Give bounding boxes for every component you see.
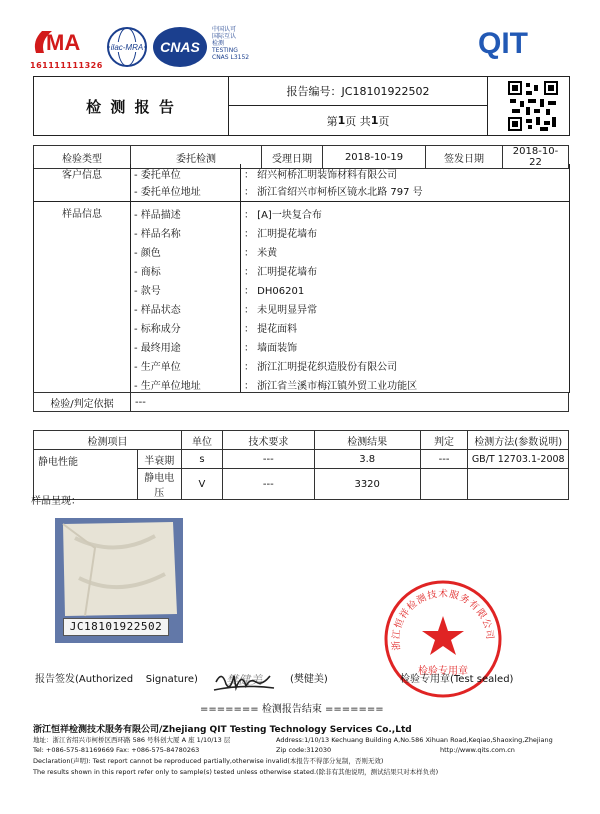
footer-web[interactable]: http://www.qits.com.cn <box>440 746 515 754</box>
report-number: 报告编号：JC18101922502 <box>229 77 487 106</box>
qr-code-icon <box>508 81 558 131</box>
basis-value: --- <box>131 393 569 412</box>
seal-label: 检验专用章(Test sealed) <box>400 674 514 685</box>
report-end: ======= 检测报告结束 ======= <box>200 704 384 715</box>
svg-text:CNAS: CNAS <box>160 39 200 55</box>
svg-text:QIT: QIT <box>478 27 528 60</box>
footer-address-cn: 地址：浙江省绍兴市柯桥区西环路 586 号科创大厦 A 座 1/10/13 层 <box>33 736 231 744</box>
sample-rows <box>134 204 564 394</box>
sample-row: - 最终用途 ： 墙面装饰 <box>134 343 298 354</box>
label-column <box>34 164 131 392</box>
client-value: ： 浙江省绍兴市柯桥区镜水北路 797 号 <box>244 187 423 198</box>
client-key: - 委托单位 <box>134 170 181 181</box>
ma-number: 161111111326 <box>30 61 103 70</box>
col-unit: 单位 <box>181 431 222 450</box>
sample-row: - 样品状态 ： 未见明显异常 <box>134 305 318 316</box>
svg-text:浙江恒祥检测技术服务有限公司: 浙江恒祥检测技术服务有限公司 <box>390 588 496 651</box>
footer-zip: Zip code:312030 <box>276 746 332 754</box>
svg-text:检验专用章: 检验专用章 <box>418 666 468 677</box>
method: GB/T 12703.1-2008 <box>468 450 569 469</box>
client-row <box>134 182 564 199</box>
basis-label: 检验/判定依据 <box>34 393 131 412</box>
footer-company: 浙江恒祥检测技术服务有限公司/Zhejiang QIT Testing Technology Services Co.,Ltd <box>33 725 412 735</box>
ma-logo <box>30 25 103 70</box>
col-item: 检测项目 <box>34 431 182 450</box>
basis-row <box>34 393 569 412</box>
footer-address-en: Address:1/10/13 Kechuang Building A,No.586 Xihuan Road,Keqiao,Shaoxing,Zhejiang <box>276 736 553 744</box>
client-value: ： 绍兴柯桥汇明装饰材料有限公司 <box>244 170 398 181</box>
title-cell <box>34 77 229 135</box>
method <box>468 469 569 500</box>
cnas-logo <box>152 26 208 68</box>
cnas-number: CNAS L3152 <box>212 54 250 61</box>
unit: s <box>181 450 222 469</box>
ilac-mra-logo <box>106 26 148 68</box>
item-name: 静电性能 <box>34 450 138 500</box>
basis-table <box>33 392 569 412</box>
sub-item: 静电电压 <box>137 469 181 500</box>
page-total: 1 <box>370 114 379 127</box>
client-divider <box>34 201 569 202</box>
signer-name: (樊健美) <box>290 674 328 685</box>
result-value: 3.8 <box>314 450 420 469</box>
type-value: 委托检测 <box>131 146 262 169</box>
issue-value: 2018-10-22 <box>503 146 569 169</box>
sample-label: 样品信息 <box>62 209 102 220</box>
cnas-caption <box>212 26 272 61</box>
cnas-testing-text: TESTING <box>212 47 238 54</box>
client-key: - 委托单位地址 <box>134 187 201 198</box>
issue-label: 签发日期 <box>426 146 503 169</box>
sample-tag: JC18101922502 <box>63 618 169 636</box>
signature-handwriting <box>212 664 276 694</box>
result-value: 3320 <box>314 469 420 500</box>
requirement: --- <box>222 450 314 469</box>
judgement <box>420 469 468 500</box>
sample-row: - 生产单位 ： 浙江汇明提花织造股份有限公司 <box>134 362 398 373</box>
sample-row: - 商标 ： 汇明提花墙布 <box>134 267 318 278</box>
sample-photo <box>55 518 183 643</box>
page-indicator: 第 1 页 共 1 页 <box>326 114 390 128</box>
col-method: 检测方法(参数说明) <box>468 431 569 450</box>
page-current: 1 <box>337 114 346 127</box>
recv-value: 2018-10-19 <box>323 146 426 169</box>
client-label: 客户信息 <box>62 170 102 181</box>
sample-row: - 样品名称 ： 汇明提花墙布 <box>134 229 318 240</box>
unit: V <box>181 469 222 500</box>
sample-row: - 款号 ： DH06201 <box>134 286 305 297</box>
title-box <box>33 76 570 136</box>
sub-item: 半衰期 <box>137 450 181 469</box>
client-row <box>134 165 564 182</box>
col-req: 技术要求 <box>222 431 314 450</box>
results-header <box>34 431 569 450</box>
footer-tel: Tel: +086-575-81169669 Fax: +086-575-84780263 <box>33 746 200 754</box>
col-judge: 判定 <box>420 431 468 450</box>
client-rows <box>134 165 564 199</box>
judgement: --- <box>420 450 468 469</box>
type-label: 检验类型 <box>34 146 131 169</box>
requirement: --- <box>222 469 314 500</box>
sample-row: - 颜色 ： 米黄 <box>134 248 278 259</box>
qit-logo <box>476 25 546 61</box>
page-title: 检 测 报 告 <box>86 97 176 116</box>
sample-row: - 样品描述 ： [A]一块复合布 <box>134 210 322 221</box>
qr-cell <box>487 77 570 135</box>
footer-declaration: Declaration(声明): Test report cannot be reproduced partially,otherwise invalid(本报告不得部分复制，否则无效) <box>33 757 384 765</box>
svg-text:ilac-MRA: ilac-MRA <box>110 43 144 52</box>
col-result: 检测结果 <box>314 431 420 450</box>
sample-row: - 生产单位地址 ： 浙江省兰溪市梅江镇外贸工业功能区 <box>134 381 418 392</box>
results-row <box>34 450 569 469</box>
svg-text:MA: MA <box>46 30 81 55</box>
svg-text:樊健美: 樊健美 <box>225 673 263 687</box>
cnas-cn-text: 中国认可 国际互认 检测 <box>212 26 237 47</box>
recv-label: 受理日期 <box>262 146 323 169</box>
detail-block <box>33 164 570 393</box>
authorized-signature-label: 报告签发(Authorized Signature) <box>35 674 198 685</box>
footer-results-note: The results shown in this report refer only to sample(s) tested unless otherwise stated.(除非有其他说明，测试结果只对本样负责) <box>33 768 439 776</box>
sample-row: - 标称成分 ： 提花面料 <box>134 324 298 335</box>
sample-presentation-label: 样品呈现： <box>31 496 81 507</box>
results-table <box>33 430 569 500</box>
